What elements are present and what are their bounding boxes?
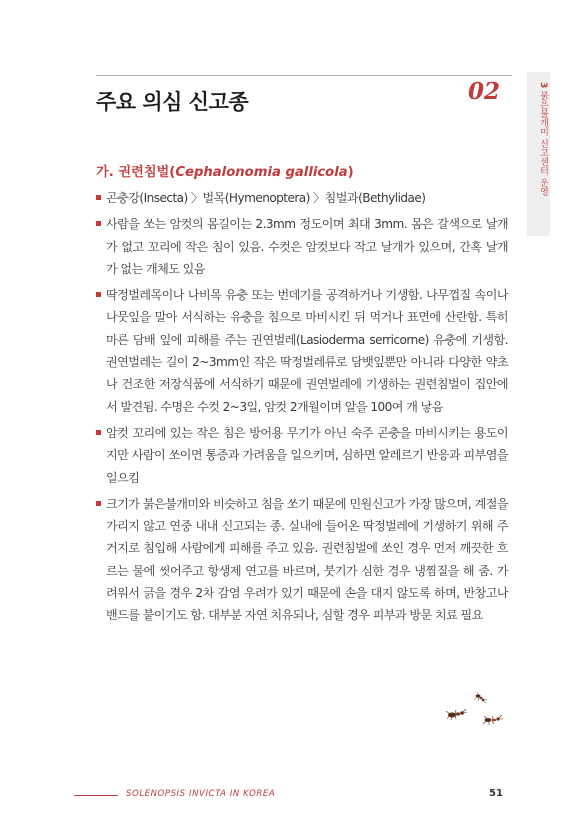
section-heading-prefix: 가. 권련침벌(: [96, 165, 176, 180]
side-chapter-label: [527, 82, 550, 196]
section-heading-scientific-name: Cephalonomia gallicola: [175, 165, 348, 180]
footer-running-title: SOLENOPSIS INVICTA IN KOREA: [126, 789, 276, 799]
bullet-item: [96, 213, 508, 280]
footer-rule: [74, 795, 118, 796]
bullet-text: 사람을 쏘는 암컷의 몸길이는 2.3mm 정도이며 최대 3mm. 몸은 갈색으로 날개가 없고 꼬리에 작은 침이 있음. 수컷은 암컷보다 작고 날개가 있으며, 간혹 날개가 없는 개체도 있음: [106, 217, 508, 276]
ant-icon: [483, 715, 503, 725]
bullet-list: [96, 187, 508, 631]
bullet-text: 곤충강(Insecta) 〉벌목(Hymenoptera) 〉침벌과(Bethylidae): [106, 191, 426, 205]
ant-icon: [474, 692, 487, 703]
bullet-item: [96, 422, 508, 489]
header-rule: [96, 75, 512, 76]
side-chapter-number: 3: [538, 82, 548, 89]
ants-illustration: [440, 688, 510, 728]
bullet-text: 크기가 붉은불개미와 비슷하고 침을 쏘기 때문에 민원신고가 가장 많으며, 계절을 가리지 않고 연중 내내 신고되는 종. 실내에 들어온 딱정벌레에 기생하기 위해 주거지로 침입해 사람에게 피해를 주고 있음. 권련침벌에 쏘인 경우 먼저 깨끗한 흐르는 물에 씻어주고 항생제 연고를 바르며, 붓기가 심한 경우 냉찜질을 해 줌. 가려워서 긁을 경우 2차 감염 우려가 있기 때문에 손을 대지 않도록 하며, 반창고나 밴드를 붙이기도 함. 대부분 자연 치유되나, 심할 경우 피부과 방문 치료 필요: [106, 496, 508, 623]
bullet-item: [96, 187, 508, 209]
bullet-item: [96, 493, 508, 627]
side-chapter-tab: [527, 72, 550, 236]
bullet-item: [96, 284, 508, 418]
ant-icon: [446, 709, 467, 720]
section-heading: [96, 161, 354, 180]
page-title: 주요 의심 신고종: [96, 90, 249, 114]
bullet-text: 딱정벌레목이나 나비목 유충 또는 번데기를 공격하거나 기생함. 나무껍질 속이나 나뭇잎을 말아 서식하는 유충을 침으로 마비시킨 뒤 먹거나 표면에 산란함. 특히 마른 담배 잎에 피해를 주는 권연벌레(Lasioderma serricorne) 유충에 기생함. 권연벌레는 길이 2~3mm인 작은 딱정벌레류로 담뱃잎뿐만 아니라 다양한 약초나 건조한 저장식품에 서식하기 때문에 권연벌레에 기생하는 권련침벌이 집안에서 발견됨. 수명은 수컷 2~3일, 암컷 2개월이며 알을 100여 개 낳음: [106, 288, 508, 414]
page-number: 51: [489, 788, 503, 799]
section-number: 02: [468, 78, 501, 105]
bullet-text: 암컷 꼬리에 있는 작은 침은 방어용 무기가 아닌 숙주 곤충을 마비시키는 용도이지만 사람이 쏘이면 통증과 가려움을 일으키며, 심하면 알레르기 반응과 피부염을 일으킴: [106, 425, 508, 485]
section-heading-suffix: ): [347, 165, 354, 180]
side-chapter-title: 붉은불개미 신고센터 운영: [538, 91, 548, 196]
